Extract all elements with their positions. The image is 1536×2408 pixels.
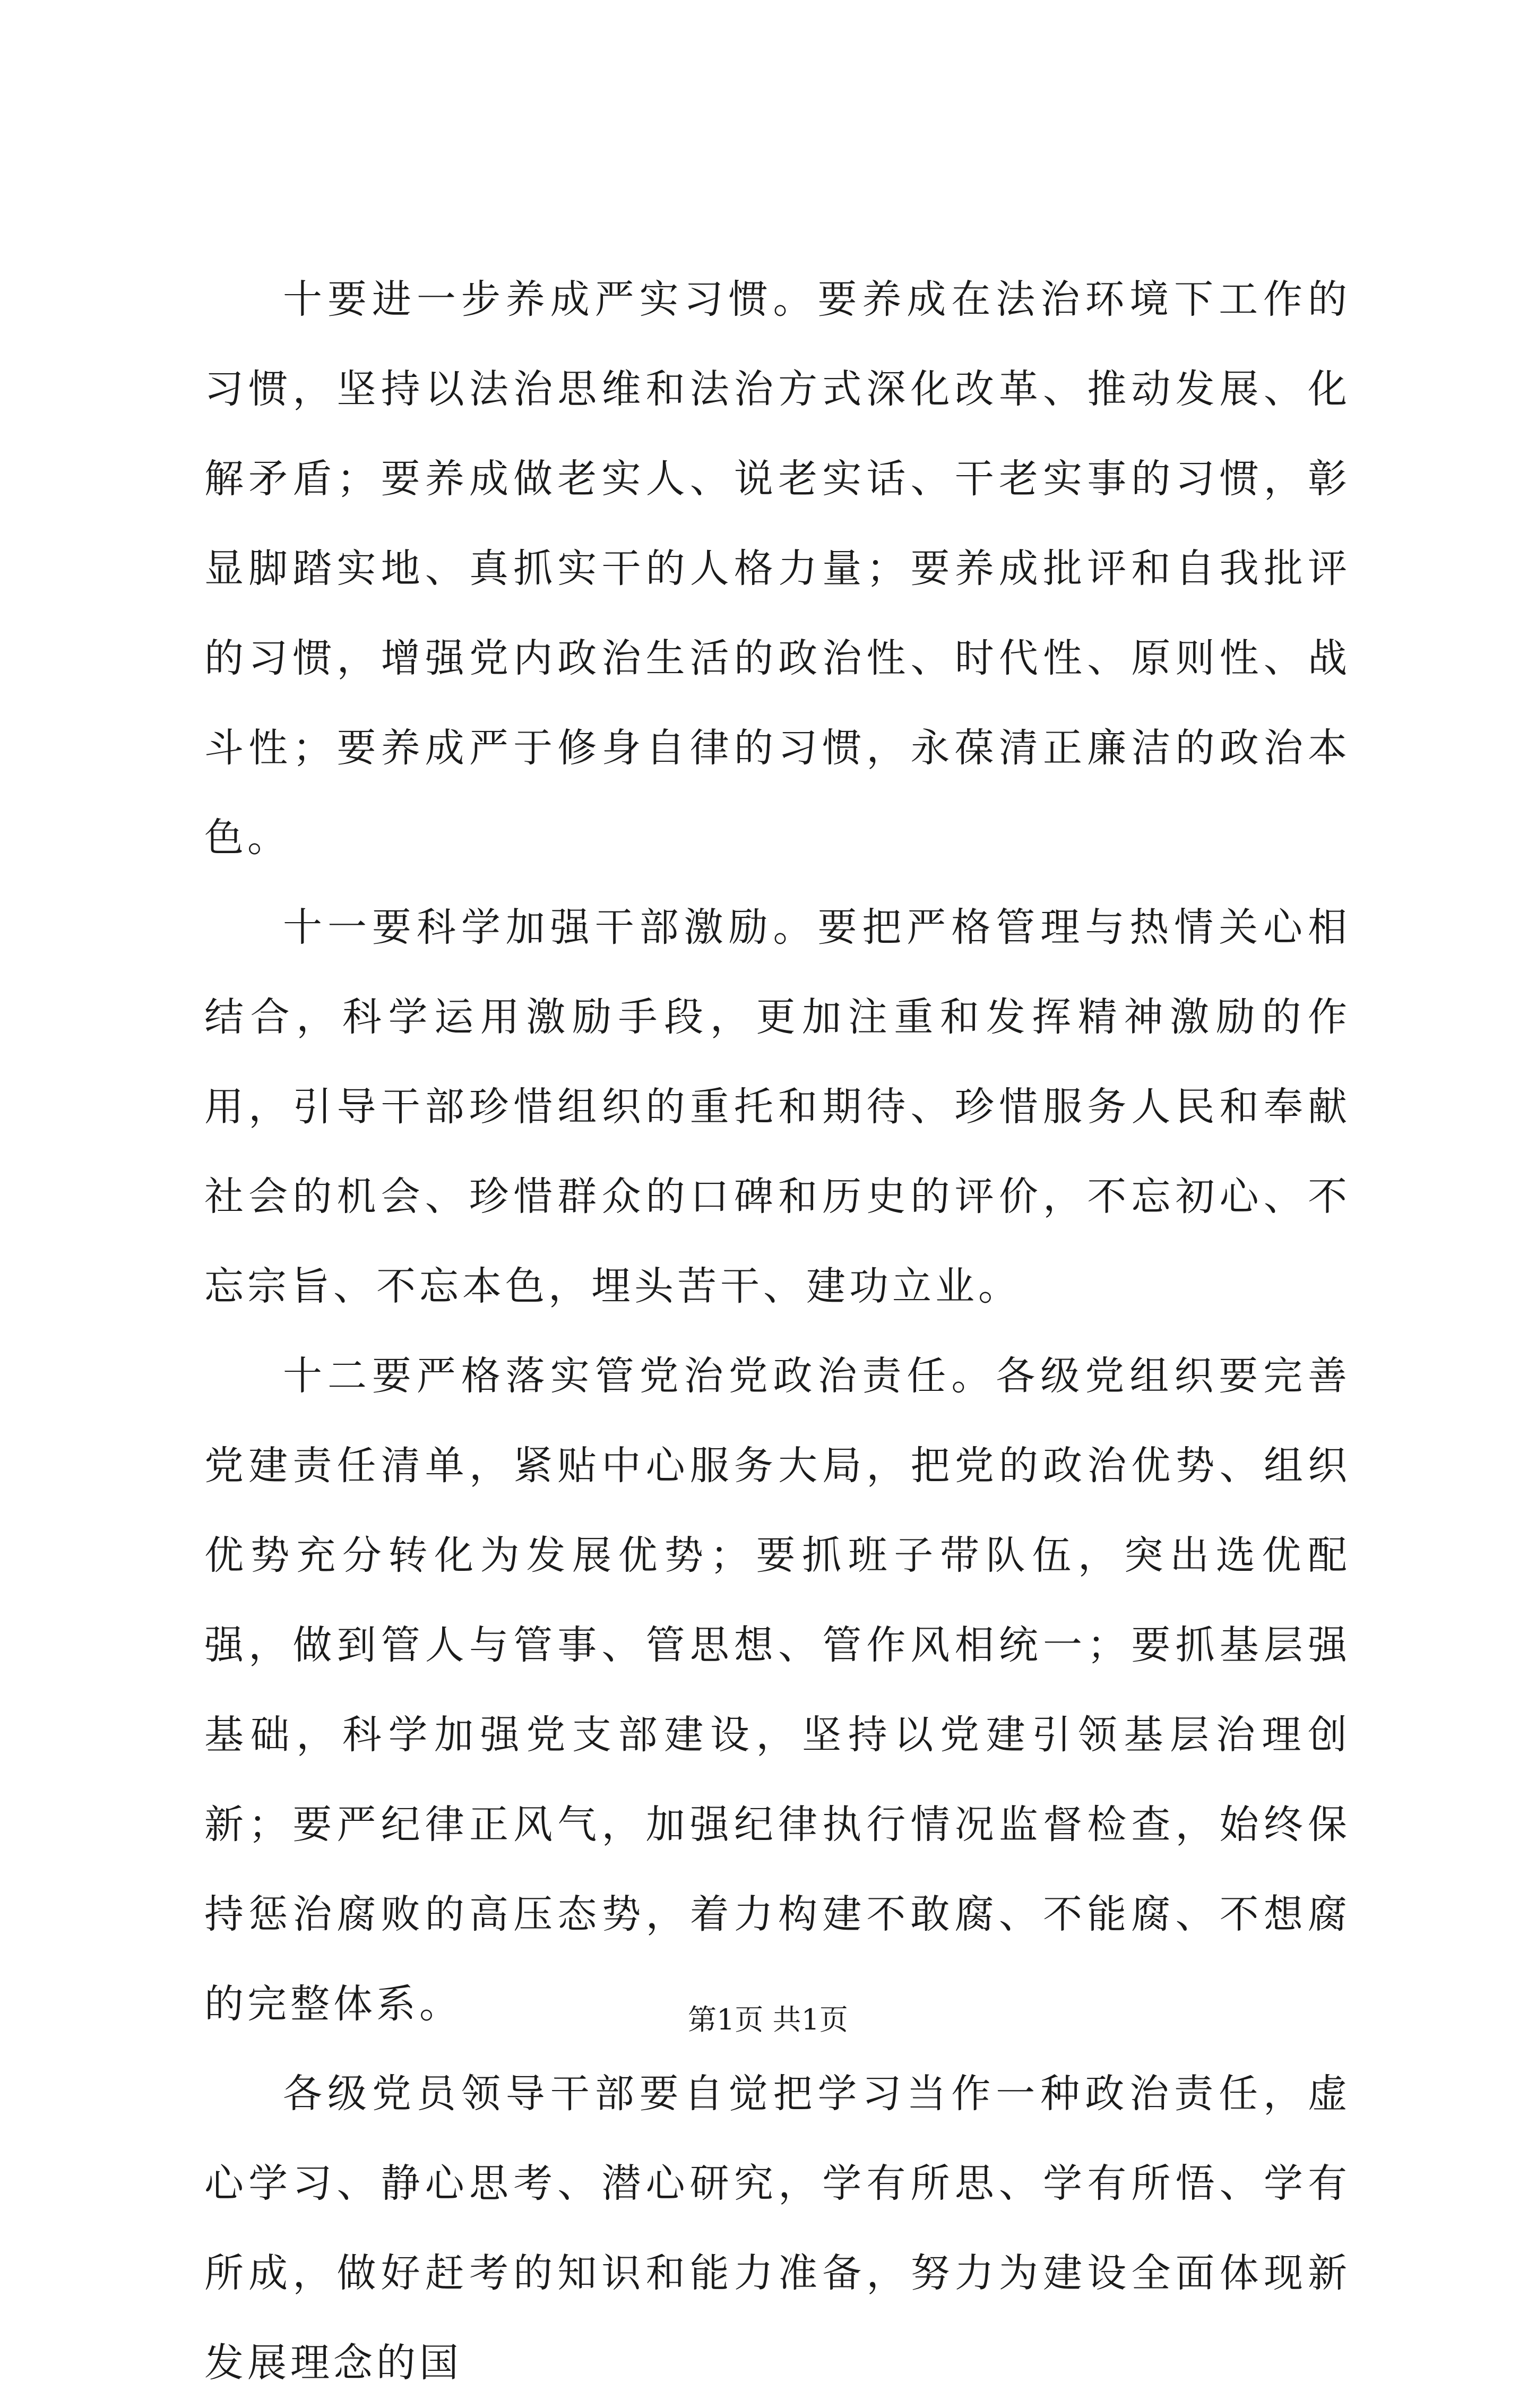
page-footer: 第1页 共1页 bbox=[688, 2003, 848, 2036]
paragraph-item-11: 十一要科学加强干部激励。要把严格管理与热情关心相结合，科学运用激励手段，更加注重和发挥精神激励的作用，引导干部珍惜组织的重托和期待、珍惜服务人民和奉献社会的机会、珍惜群众的口碑和历史的评价，不忘初心、不忘宗旨、不忘本色，埋头苦干、建功立业。 bbox=[204, 905, 1351, 1309]
paragraph-closing: 各级党员领导干部要自觉把学习当作一种政治责任，虚心学习、静心思考、潜心研究，学有所思、学有所悟、学有所成，做好赶考的知识和能力准备，努力为建设全面体现新发展理念的国 bbox=[204, 2071, 1351, 2386]
paragraph-item-10: 十要进一步养成严实习惯。要养成在法治环境下工作的习惯，坚持以法治思维和法治方式深化改革、推动发展、化解矛盾；要养成做老实人、说老实话、干老实事的习惯，彰显脚踏实地、真抓实干的人格力量；要养成批评和自我批评的习惯，增强党内政治生活的政治性、时代性、原则性、战斗性；要养成严于修身自律的习惯，永葆清正廉洁的政治本色。 bbox=[204, 277, 1351, 861]
paragraph-item-12: 十二要严格落实管党治党政治责任。各级党组织要完善党建责任清单，紧贴中心服务大局，把党的政治优势、组织优势充分转化为发展优势；要抓班子带队伍，突出选优配强，做到管人与管事、管思想、管作风相统一；要抓基层强基础，科学加强党支部建设，坚持以党建引领基层治理创新；要严纪律正风气，加强纪律执行情况监督检查，始终保持惩治腐败的高压态势，着力构建不敢腐、不能腐、不想腐的完整体系。 bbox=[204, 1353, 1351, 2027]
document-body bbox=[204, 255, 1351, 2408]
